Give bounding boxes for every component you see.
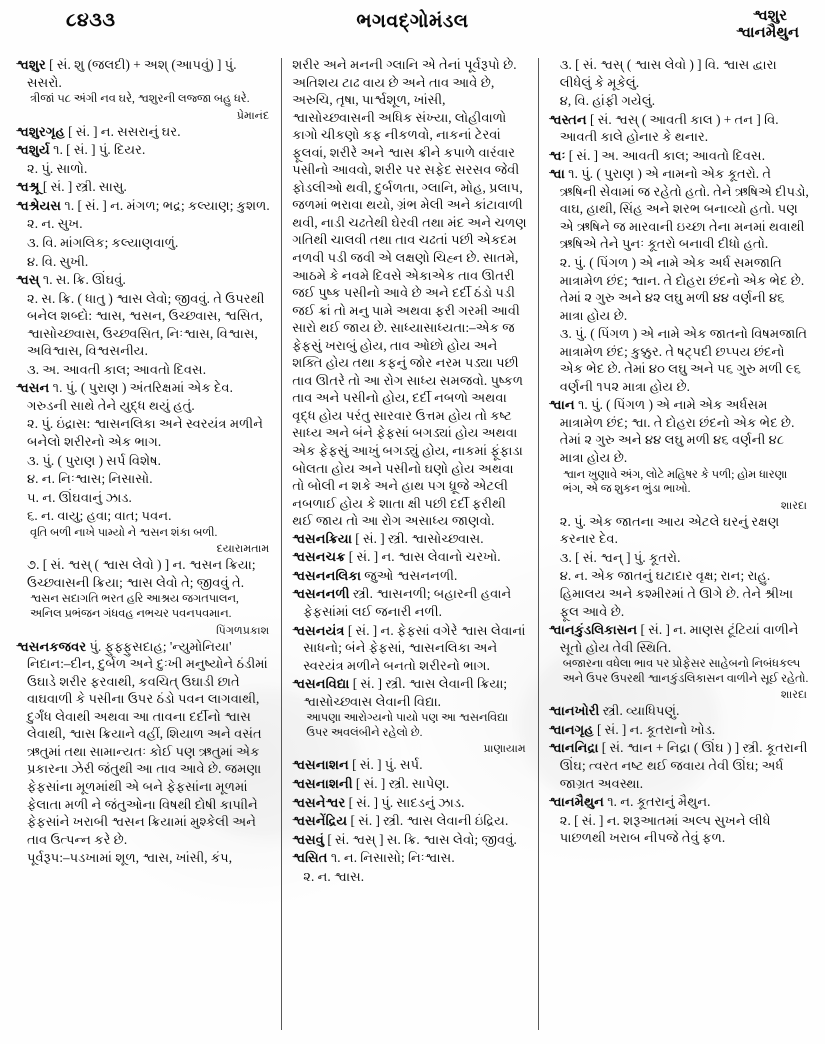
- entry-headword: શ્વસનાશન: [292, 757, 349, 773]
- entry-citation: વૃતિ બળી નાખે પામ્યો ને શ્વસન શંકા બળી.: [30, 526, 218, 539]
- column-container: [16, 56, 809, 1034]
- guide-word-first: શ્વશુર: [753, 8, 787, 24]
- entry-headword: શ્વાન: [548, 397, 575, 413]
- entry-sense: ૨. પું. એક જાતના આય એટલે ઘરનું રક્ષણ કરનાર દેવ.: [559, 513, 780, 547]
- entry-headword: શ્વસનનલિકા: [292, 567, 361, 583]
- entry-definition: પું. ફુફ્ફુસદાહ; 'ન્યુમોનિયા' નિદાન:–દીન, દુર્બળ અને દુઃખી મનુષ્યોને ઠંડીમાં ઉઘાડે શરીર ફરવાથી, કવચિત્ ઉઘાડી છાતે વાઘવાળી કે પસીના ઉપર ઠંડો પવન લાગવાથી, દુર્ગંધ લેવાથી અથવા આ તાવના દર્દીનો શ્વાસ લેવાથી, શ્વાસ ક્રિયાને વહીં, શિયાળ અને વસંત ઋતુમાં તથા સામાન્યતઃ કોઈ પણ ઋતુમાં એક પ્રકારના ઝેરી જંતુથી આ તાવ આવે છે. જમણા ફેફસાંના મૂળમાંથી એ બને ફેફસાંના મૂળમાં ફેલાતા મળી ને જંતુઓના વિષથી દોષી કાપાીને ફેફસાંને ખરાબી શ્વસન ક્રિયામાં મુશ્કેલી અને તાવ ઉત્પન્ન કરે છે.: [27, 638, 268, 847]
- dictionary-entry: [16, 123, 271, 141]
- entry-definition: [ સં. ] ન. માણસ ટૂંટિયાં વાળીને સૂતો હોય તેવી સ્થિતિ.: [559, 622, 799, 655]
- dictionary-entry: [16, 141, 271, 159]
- entry-sense: ૨. સ. ક્રિ. ( ધાતુ ) શ્વાસ લેવો; જીવવું. તે ઉપરથી બનેલ શબ્દો: શ્વાસ, શ્વસન, ઉચ્છ્વાસ, શ્વસિત, શ્વાસોચ્છ્વાસ, ઉચ્છ્વસિત, નિઃશ્વાસ, વિશ્વાસ, અવિશ્વાસ, વિશ્વસનીય.: [27, 290, 265, 359]
- entry-sense: ૨. [ સં. ] ન. શરૂઆતમાં અલ્પ સુખને લીધે પાછળથી ખરાબ નીપજે તેવું ફળ.: [559, 812, 771, 846]
- entry-definition: [ સં. ] સ્ત્રી. સાસુ.: [39, 179, 127, 195]
- book-title: ભગવદ્ગોમંડલ: [356, 11, 469, 32]
- citation-attribution: શારદા: [780, 689, 807, 702]
- dictionary-entry: [549, 396, 809, 466]
- entry-sense: ૪. વિ. સુખી.: [27, 253, 89, 269]
- entry-headword: શ્વસનયંત્ર: [292, 622, 345, 638]
- entry-headword: શ્વાનખોરી: [548, 703, 600, 719]
- dictionary-entry: [292, 794, 528, 812]
- entry-definition: [ સં. ] ન. સસરાનું ઘર.: [64, 123, 181, 139]
- entry-headword: શ્વસનકજવર: [16, 638, 87, 654]
- entry-headword: શ્વશુરગૃહ: [16, 123, 65, 139]
- entry-headword: શ્વાનકુંડલિકાસન: [548, 622, 638, 638]
- entry-sense: ૨. પું. ઇંદ્રાસ: શ્વાસનલિકા અને સ્વરયંત્ર મળીને બનેલો શરીરનો એક ભાગ.: [27, 416, 264, 449]
- entry-definition: [ સં. શ્વસ્ ( આવતી કાલ ) + તન ] વિ. આવતી કાલે હોનાર કે થનાર.: [559, 111, 779, 145]
- entry-sense: ૩. [ સં. શ્વસ્ ( શ્વાસ લેવો ) ] વિ. શ્વાસ દ્વારા લીધેલું કે મૂકેલું.: [559, 57, 777, 90]
- entry-sense: ૪. ન. નિઃશ્વાસ; નિસાસો.: [27, 471, 153, 487]
- entry-sense: ૪, વિ. હાંફી ગયેલું.: [559, 93, 656, 109]
- entry-headword: શ્વસ્: [16, 272, 40, 288]
- entry-citation: ત્રીજાં ૫૮ અંગી નવ ઘરે, શ્વશુરની લજ્જા બહુ ધરે.: [30, 93, 250, 106]
- entry-headword: શ્વઃ: [548, 147, 566, 163]
- dictionary-entry: [292, 812, 528, 830]
- entry-citation: શ્વાન ખુણાવે અંગ, લોટે મહિષર કે પળી; હોમ ધારણા ભંગ, એ જ શુકન ભુંડા ભાખો.: [562, 468, 788, 496]
- citation-attribution: શારદા: [780, 499, 807, 512]
- entry-headword: શ્વાનનિદ્રા: [548, 740, 599, 756]
- entry-headword: શ્વશ્રૂ: [16, 179, 40, 195]
- entry-headword: શ્વસનાશની: [292, 775, 353, 791]
- entry-sense: ૩. અ. આવતી કાલ; આવતો દિવસ.: [27, 361, 207, 377]
- entry-sense: ૨. ન. સુખ.: [27, 216, 83, 232]
- dictionary-entry: [549, 702, 809, 720]
- entry-definition: [ સં. શુ (જલદી) + અશ્ (આપવું) ] પું. સસરો.: [27, 57, 237, 90]
- entry-citation: આપણા આરોગ્યનો પાયો પણ આ શ્વસનવિદ્યા ઉપર અવલંબીને રહેલો છે.: [306, 712, 508, 739]
- dictionary-entry: [292, 849, 528, 867]
- entry-sense: ૨. ન. શ્વાસ.: [303, 868, 365, 884]
- entry-sense: પૂર્વરૂપ:–પડખામાં શૂળ, શ્વાસ, ખાંસી, કંપ,: [27, 850, 233, 866]
- entry-sense: ૩. પું. ( પુરાણ ) સર્પ વિશેષ.: [27, 452, 161, 468]
- entry-headword: શ્વસનેશ્વર: [292, 794, 346, 810]
- entry-definition: [ સં. ] સ્ત્રી. સાપેણ.: [352, 775, 450, 791]
- entry-definition: ૧. પું. ( પુરાણ ) એ નામનો એક કૂતરો. તે ઋષિની સેવામાં જ રહેતો હતો. તેને ઋષિએ દીપડો, વાઘ, હાથી, સિંહ અને શરભ બનાવ્યો હતો. પણ એ ઋષિને જ મારવાની ઇચ્છા તેના મનમાં થવાથી ઋષિએ તેને પુનઃ કૂતરો બનાવી દીધો હતો.: [559, 166, 809, 252]
- dictionary-entry: [16, 178, 271, 196]
- entry-sense: ૩. [ સં. શ્વન્ ] પું. કૂતરો.: [559, 549, 681, 565]
- column-right: [539, 56, 809, 1034]
- entry-headword: શ્વસનેંદ્રિય: [292, 813, 348, 829]
- citation-attribution: પ્રાણાયામ: [483, 743, 526, 756]
- entry-sense: ૭. [ સં. શ્વસ્ ( શ્વાસ લેવો ) ] ન. શ્વસન ક્રિયા; ઉચ્છ્વાસની ક્રિયા; શ્વાસ લેવો તે; જીવવું તે.: [27, 557, 256, 590]
- dictionary-entry: [16, 197, 271, 215]
- dictionary-entry: [549, 739, 809, 792]
- entry-definition: ૧. ન. નિસાસો; નિઃશ્વાસ.: [327, 850, 455, 866]
- citation-attribution: દયારામતામ: [216, 543, 270, 556]
- entry-sense: ૪. ન. એક જાતનું ઘટાદાર વૃક્ષ; રાન; રાહુ. હિમાલય અને કશ્મીરમાં તે ઊગે છે. તેને શ્રીખા ફૂલ આવે છે.: [559, 568, 794, 619]
- dictionary-entry: [549, 147, 809, 165]
- entry-definition: ૧. [ સં. ] પું. દિયર.: [49, 142, 146, 158]
- page-folio-number: ૮૪૩૩: [66, 10, 116, 31]
- entry-headword: શ્વસનવિદ્યા: [292, 676, 350, 692]
- body-paragraph: શરીર અને મનની ગ્લાનિ એ તેનાં પૂર્વરૂપો છે. અતિશય ટાઢ વાય છે અને તાવ આવે છે, અરુચિ, તૃષા, પાર્શ્વશૂળ, ખાંસી, શ્વાસોચ્છ્વાસની અધિક સંખ્યા, લોહીવાળો કાગો ચીકણો કફ નીકળવો, નાકનાં ટેરવાં ફૂલવાં, શરીરે અને શ્વાસ ક્રીને કપાળે વારંવાર પસીનો આવવો, શરીર પર સફેદ સરસવ જેવી ફોડલીઓ થવી, દુર્બળતા, ગ્લાનિ, મોહ, પ્રલાપ, જળમાં ભરાવા થયો, ગ્રંભ મેલી અને કાંટાવાળી થવી, નાડી ચઢતેથી ઘેરવી તથા મંદ અને ચળણ ગતિથી ચાલવી તથા તાવ ચઢતાં પછી એકદમ નળવી પડી જવી એ લક્ષણો ચિહ્ન છે. સાતમે, આઠમે કે નવમે દિવસે એકાએક તાવ ઊતરી જઈ પુષ્ક પસીનો આવે છે અને દર્દી ઠંડો પડી જઈ ક્રાં તો મનુ પામે અથવા ફરી ગરમી આવી સારો થઈ જાય છે. સાધ્યાસાધ્યતા:–એક જ ફેફસું ખરાબું હોય, તાવ ઓછો હોય અને શક્તિ હોય તથા કફનું જોર નરમ પડ્યા પછી તાવ ઊતરે તો આ રોગ સાધ્ય સમજવો. પુષ્કળ તાવ અને પસીનો હોય, દર્દી નબળો અથવા વૃદ્ધ હોય પરંતુ સારવાર ઉત્તમ હોય તો કષ્ટ સાધ્ય અને બંને ફેફસાં બગડ્યાં હોય અથવા એક ફેફસું આખું બગડ્યું હોય, નાકમાં ફૂંફાડા બોલતા હોય અને પસીનો ઘણો હોય અથવા તો બોલી ન શકે અને હાથ પગ ધ્રૂજે એટલી નબળાઈ હોય કે શાતા ક્ષી પછી દર્દી ફરીથી થઈ જાય તો આ રોગ અસાધ્ય જાણવો.: [292, 57, 527, 529]
- entry-headword: શ્વસિત: [292, 850, 328, 866]
- entry-headword: શ્વશ્રેયસ: [16, 197, 62, 213]
- entry-definition: [ સં. શ્વાન + નિદ્રા ( ઊંઘ ) ] સ્ત્રી. કૂતરાની ઊંઘ; ત્વરત નષ્ટ થઈ જવાય તેવી ઊંઘ; અર્ધ જાગ્રત અવસ્થા.: [559, 740, 808, 791]
- entry-sense: ૫. ન. ઊંઘવાનું ઝાડ.: [27, 489, 132, 505]
- entry-definition: ૧. પું. ( પુરાણ ) અંતરિક્ષમાં એક દેવ. ગરુડની સાથે તેને યુદ્ધ થયું હતું.: [27, 380, 233, 413]
- guide-word-last: શ્વાનમૈથુન: [736, 25, 799, 42]
- entry-sense: ૬. ન. વાયુ; હવા; વાત; પવન.: [27, 508, 172, 524]
- dictionary-entry: [292, 775, 528, 793]
- entry-definition: [ સં. ] સ્ત્રી. શ્વાસોચ્છ્વાસ.: [351, 530, 484, 546]
- column-left: [16, 56, 281, 1034]
- entry-sense: ૨. પું. ( પિંગળ ) એ નામે એક અર્ધ સમજાતિ માત્રામેળ છંદ; શ્વાન. તે દોહરા છંદનો એક ભેદ છે. તેમાં ૨ ગુરુ અને ૪૨ લઘુ મળી ૪૪ વર્ણની ૪૬ માત્રા હોય છે.: [559, 255, 805, 323]
- entry-headword: શ્વસનક્રિયા: [292, 530, 352, 546]
- entry-citation: બજારના વધેલા ભાવ પર પ્રોફેસર સાહેબનો નિબંધકલ્પ અને ઉપર ઉપરથી શ્વાનકુંડલિકાસન વાળીને સૂઈ રહેતો.: [562, 658, 809, 685]
- entry-definition: [ સં. ] પું. સાદડનું ઝાડ.: [345, 794, 465, 810]
- dictionary-entry: [16, 56, 271, 91]
- dictionary-entry: [16, 638, 271, 849]
- dictionary-entry: [292, 567, 528, 585]
- entry-definition: ૧. [ સં. ] ન. મંગળ; ભદ્ર; કલ્યાણ; કુશળ.: [61, 197, 270, 213]
- entry-definition: ૧. સ. ક્રિ. ઊંઘવું.: [39, 272, 126, 288]
- entry-citation: શ્વસન સદાગતિ ભરત હરિ આશ્રય જગતપાલન, અનિલ પ્રભંજન ગંધવહ નભચર પવનપવમાન.: [30, 593, 239, 620]
- running-head: [16, 8, 809, 54]
- entry-headword: શ્વસન: [16, 380, 50, 396]
- entry-sense: ૩. પું. ( પિંગળ ) એ નામે એક જાતનો વિષમજાતિ માત્રામેળ છંદ; કુક્કુર. તે ષટ્પદી છપ્પય છંદનો એક ભેદ છે. તેમાં ૪૦ લઘુ અને ૫૬ ગુરુ મળી ૯૬ વર્ણની ૧૫૨ માત્રા હોય છે.: [559, 326, 808, 394]
- dictionary-entry: [549, 165, 809, 253]
- entry-definition: [ સં. ] સ્ત્રી. શ્વાસ લેવાની ક્રિયા; શ્વાસોચ્છ્વાસ લેવાની વિદ્યા.: [303, 676, 508, 709]
- dictionary-entry: [292, 530, 528, 548]
- citation-attribution: પ્રેમાનંદ: [236, 109, 270, 122]
- entry-sense: ૩. વિ. માંગલિક; કલ્યાણવાળું.: [27, 234, 179, 250]
- entry-sense: ૨. પું. સાળો.: [27, 160, 88, 176]
- entry-definition: ૧. પું. ( પિંગળ ) એ નામે એક અર્ધસમ માત્રામેળ છંદ; શ્વા. તે દોહરા છંદનો એક ભેદ છે. તેમાં ૨ ગુરુ અને ૪૪ લઘુ મળી ૪૬ વર્ણની ૪૮ માત્રા હોય છે.: [559, 397, 795, 466]
- entry-definition: સ્ત્રી. શ્વાસનળી; બહારની હવાને ફેફસાંમાં લઈ જનારી નળી.: [303, 586, 512, 619]
- dictionary-entry: [292, 675, 528, 710]
- guide-words: [736, 8, 799, 43]
- entry-definition: [ સં. શ્વસ્ ] સ. ક્રિ. શ્વાસ લેવો; જીવવું.: [324, 831, 517, 847]
- dictionary-entry: [16, 271, 271, 289]
- entry-definition: [ સં. ] ન. કૂતરાનો ખોડ.: [593, 721, 716, 737]
- dictionary-entry: [549, 111, 809, 146]
- entry-definition: [ સં. ] સ્ત્રી. શ્વાસ લેવાની ઇંદ્રિય.: [347, 813, 509, 829]
- entry-headword: શ્વસવું: [292, 831, 325, 847]
- entry-definition: [ સં. ] ન. ફેફસાં વગેરે શ્વાસ લેવાનાં સાધનો; બંને ફેફસાં, શ્વાસનલિકા અને સ્વરયંત્ર મળીને બનતો શરીરનો ભાગ.: [303, 622, 526, 673]
- column-middle: [282, 56, 538, 1034]
- entry-definition: [ સં. ] પું. સર્પ.: [348, 757, 423, 773]
- entry-headword: શ્વાનગૃહ: [548, 721, 594, 737]
- entry-definition: સ્ત્રી. વ્યાધિપણું.: [599, 703, 680, 719]
- dictionary-entry: [292, 622, 528, 675]
- dictionary-entry: [292, 831, 528, 849]
- entry-definition: જુઓ શ્વસનનળી.: [360, 567, 458, 583]
- entry-headword: શ્વા: [548, 166, 565, 182]
- entry-definition: [ સં. ] ન. શ્વાસ લેવાનો ચરખો.: [345, 549, 501, 565]
- dictionary-entry: [16, 379, 271, 414]
- entry-headword: શ્વાનમૈથુન: [548, 794, 604, 810]
- dictionary-entry: [549, 793, 809, 811]
- entry-definition: ૧. ન. કૂતરાનું મૈથુન.: [603, 794, 711, 810]
- entry-headword: શ્વસનનળી: [292, 586, 350, 602]
- entry-headword: શ્વશુર: [16, 57, 46, 72]
- citation-attribution: પિંગળપ્રકાશ: [216, 624, 270, 637]
- dictionary-entry: [549, 621, 809, 656]
- entry-headword: શ્વસ્તન: [548, 111, 587, 127]
- dictionary-entry: [292, 585, 528, 620]
- entry-headword: શ્વશુર્ય: [16, 142, 50, 158]
- entry-headword: શ્વસનચક્ર: [292, 549, 346, 565]
- entry-definition: [ સં. ] અ. આવતી કાલ; આવતો દિવસ.: [565, 147, 766, 163]
- dictionary-entry: [292, 756, 528, 774]
- dictionary-entry: [292, 548, 528, 566]
- dictionary-entry: [549, 721, 809, 739]
